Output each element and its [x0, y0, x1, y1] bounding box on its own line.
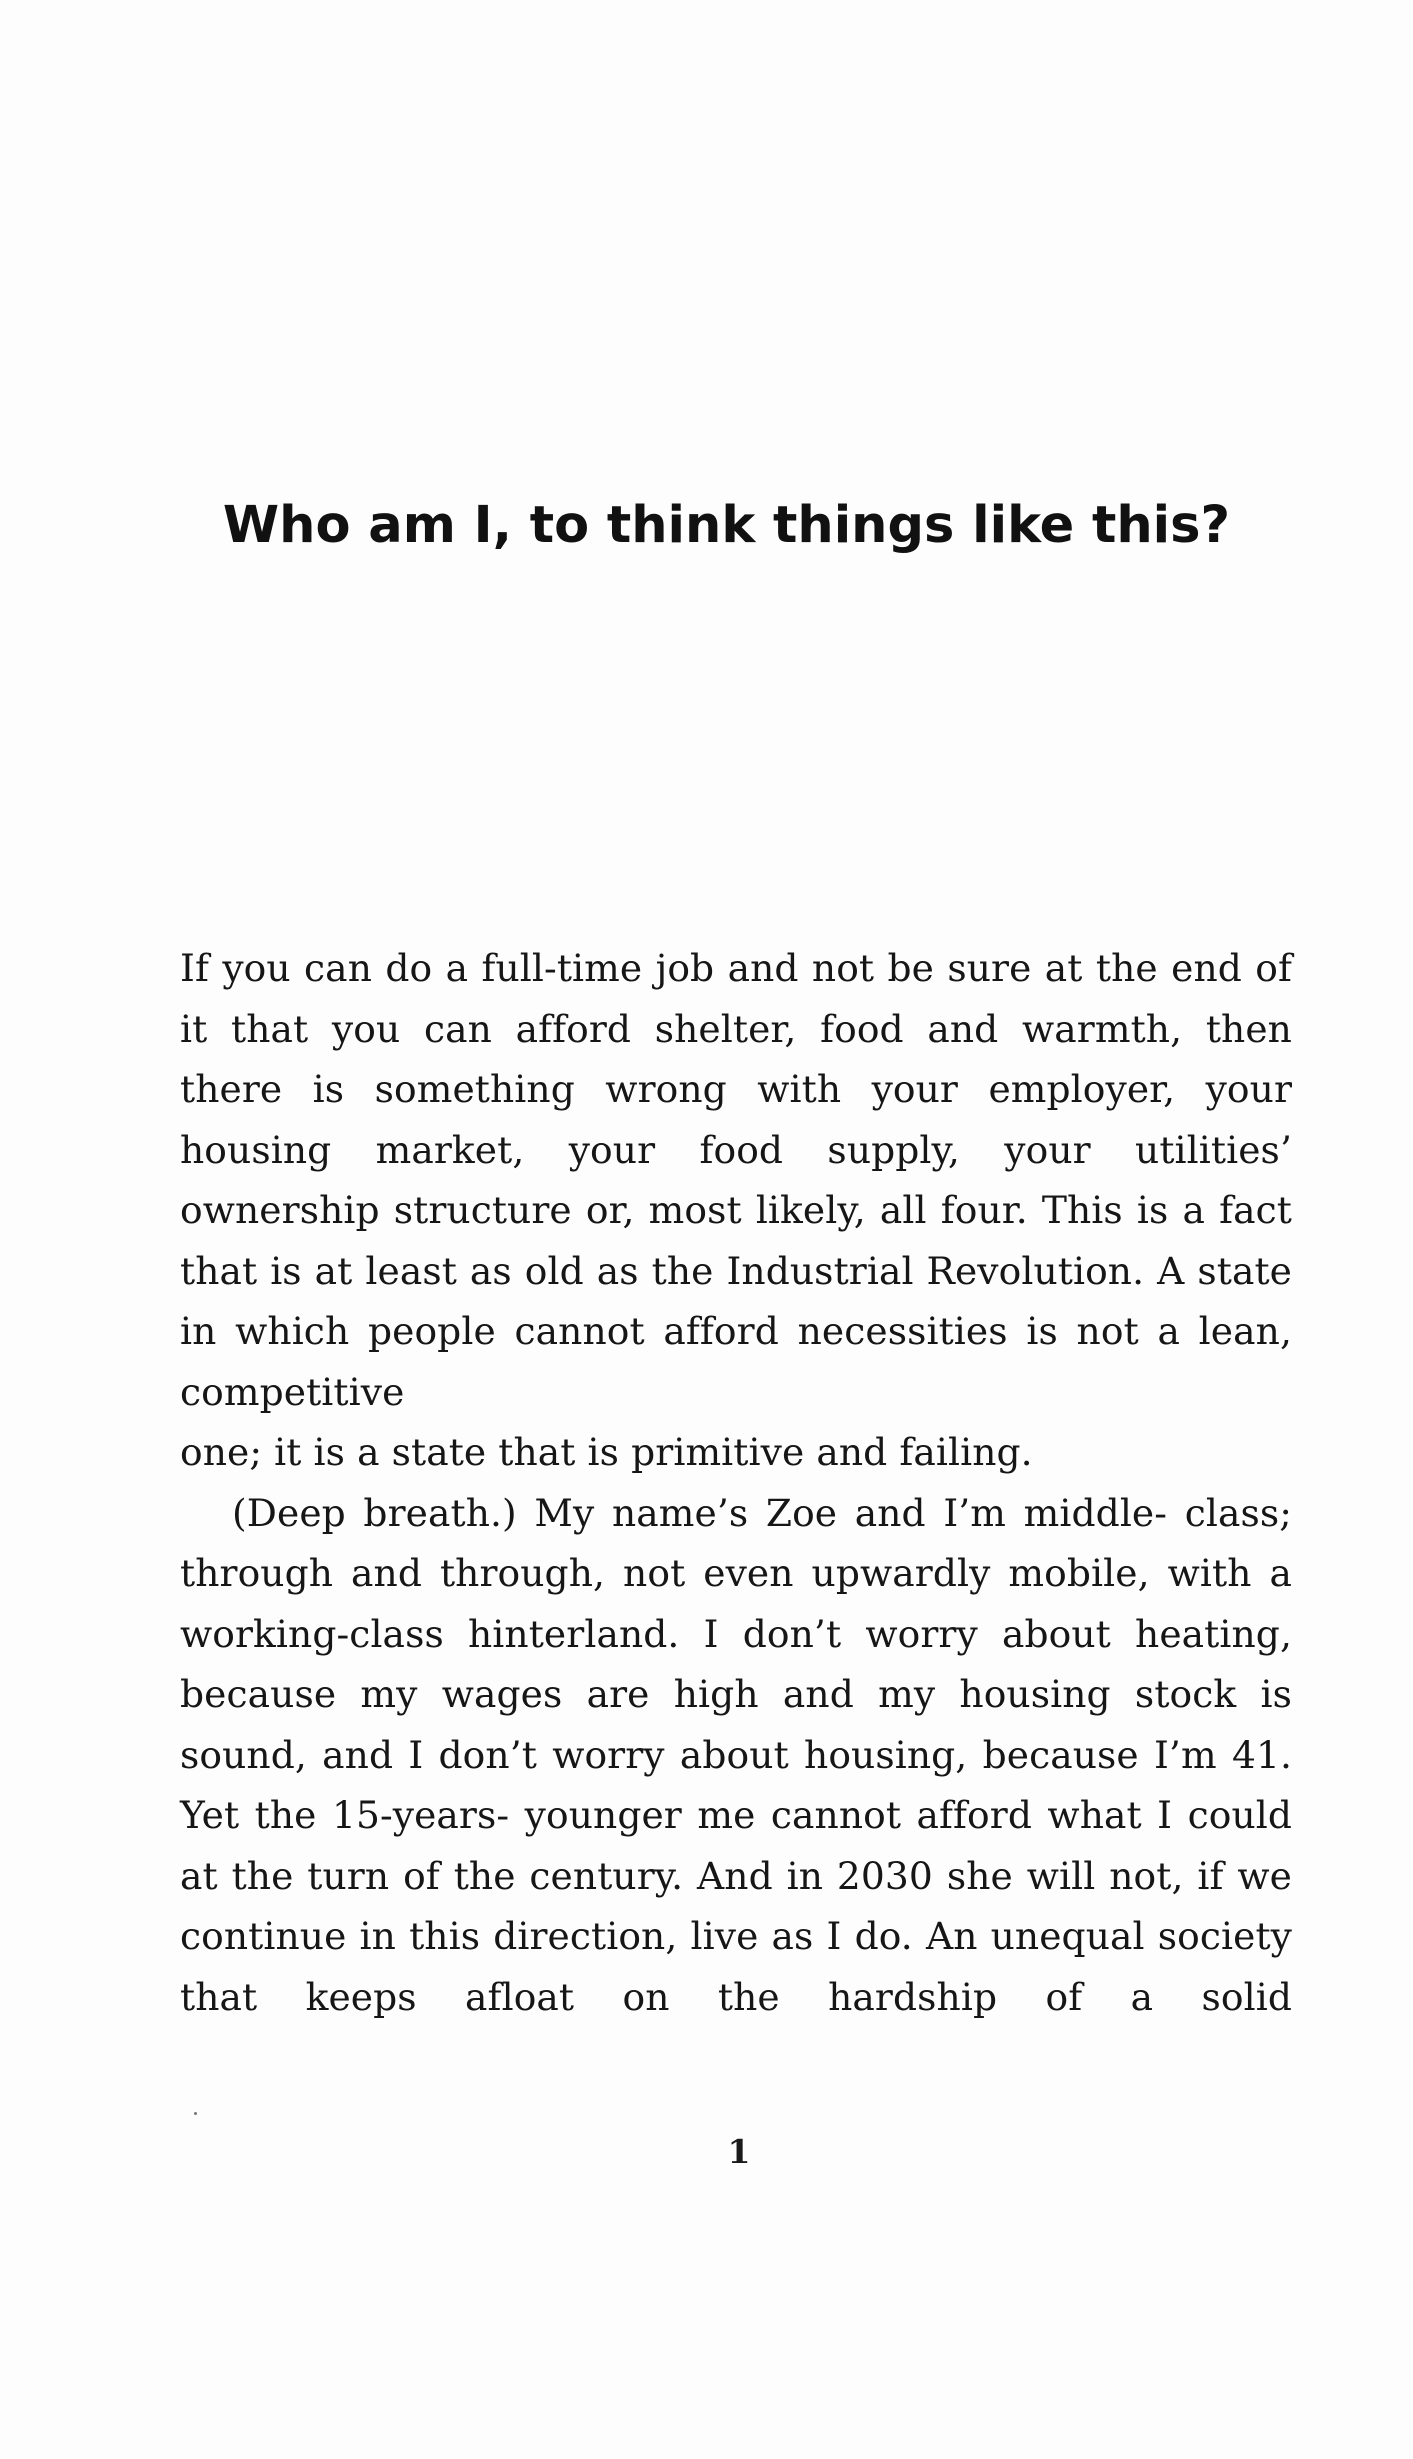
page-number: 1: [727, 2132, 751, 2171]
text-line: one; it is a state that is primitive and failing.: [180, 1430, 1033, 1474]
text-line: all four. This is a fact that is at least as old as the: [180, 1188, 1292, 1293]
body-text: [180, 938, 1292, 2027]
text-line: employer, your housing market, your food supply,: [180, 1067, 1293, 1172]
text-line: worry about heating, because my wages are high: [180, 1611, 1293, 1716]
chapter-title: Who am I, to think things like this?: [222, 496, 1231, 555]
paragraph-2: [180, 1483, 1292, 2028]
paragraph-1-end: [180, 1422, 1292, 1483]
text-line: class; through and through, not even upwardly: [180, 1490, 1293, 1595]
text-line: of the century. And in 2030 she will not, if we: [403, 1853, 1292, 1898]
paragraph-1: [180, 938, 1292, 1422]
text-line: mobile, with a working-class hinterland. I don’t: [180, 1551, 1293, 1656]
text-line: about housing, because I’m 41. Yet the 15-years-: [180, 1732, 1293, 1837]
text-line: younger me cannot afford what I could at the turn: [180, 1793, 1293, 1898]
text-line: society that keeps afloat on the hardship of a solid: [180, 1914, 1293, 2019]
text-line: cannot afford necessities is not a lean, competitive: [180, 1309, 1292, 1414]
text-line: your utilities’ ownership structure or, most likely,: [180, 1127, 1292, 1232]
text-line: If you can do a full-time job and not be sure at the: [180, 946, 1158, 990]
text-line: end of it that you can afford shelter, food and: [180, 946, 1293, 1051]
text-line: continue in this direction, live as I do. An unequal: [180, 1914, 1145, 1958]
scan-speck: [194, 2112, 197, 2115]
text-line: warmth, then there is something wrong with your: [180, 1006, 1292, 1111]
text-line: Industrial Revolution. A state in which people: [180, 1248, 1292, 1353]
text-line: and my housing stock is sound, and I don’t worry: [180, 1672, 1293, 1777]
text-line: (Deep breath.) My name’s Zoe and I’m middle-: [232, 1490, 1168, 1535]
